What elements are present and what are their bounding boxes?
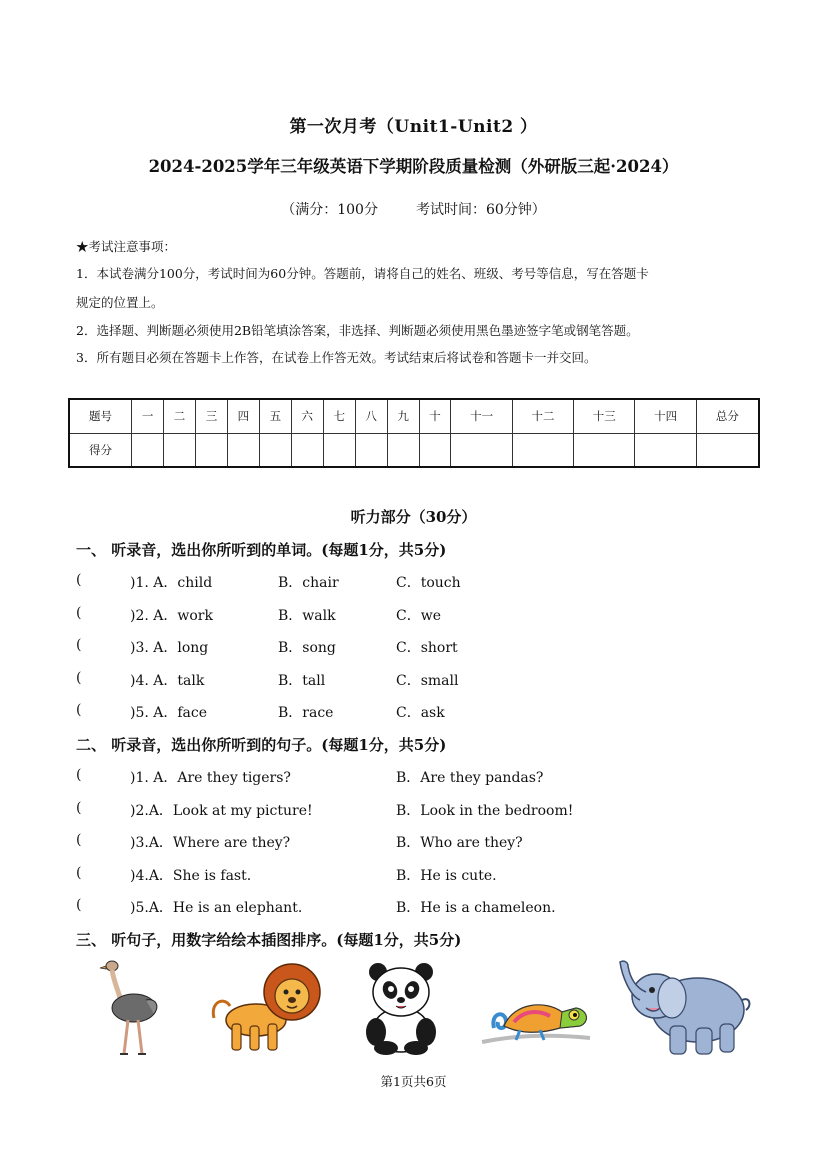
notice-item-1-cont: 规定的位置上。: [76, 295, 164, 310]
option-a: )3. A．long: [130, 640, 209, 656]
notice-heading: ★考试注意事项：: [76, 239, 177, 254]
option-b: B．race: [278, 705, 334, 721]
q1-heading: 一、 听录音，选出你所听到的单词。(每题1分，共5分): [76, 541, 447, 559]
option-a: )2. A．work: [130, 608, 213, 624]
full-score: （满分：100分: [281, 202, 378, 218]
score-cell[interactable]: [355, 433, 387, 467]
table-cell: 六: [291, 399, 323, 433]
score-cell[interactable]: [227, 433, 259, 467]
notice-item-1: 1．本试卷满分100分，考试时间为60分钟。答题前，请将自己的姓名、班级、考号等信息，写在答题卡: [76, 266, 649, 281]
option-b: B．Are they pandas?: [396, 770, 544, 786]
answer-paren[interactable]: (: [76, 702, 82, 718]
exam-title: 第一次月考（Unit1-Unit2 ）: [289, 117, 538, 137]
score-cell[interactable]: [574, 433, 635, 467]
answer-paren[interactable]: (: [76, 832, 82, 848]
score-table-score-row: [69, 433, 759, 467]
score-cell[interactable]: [164, 433, 196, 467]
q2-heading: 二、 听录音，选出你所听到的句子。(每题1分，共5分): [76, 736, 447, 754]
table-cell: 一: [132, 399, 164, 433]
option-a: )1. A．child: [130, 575, 213, 591]
q2-item-1: [76, 767, 756, 787]
option-a: )2.A．Look at my picture!: [130, 803, 313, 819]
option-b: B．tall: [278, 673, 326, 689]
table-cell: 四: [227, 399, 259, 433]
score-cell[interactable]: [291, 433, 323, 467]
score-table-header-row: [69, 399, 759, 433]
page-footer: 第1页共6页: [380, 1074, 447, 1089]
answer-paren[interactable]: (: [76, 605, 82, 621]
option-b: B．Who are they?: [396, 835, 523, 851]
ostrich-picture: [98, 958, 162, 1058]
table-cell: 十四: [635, 399, 696, 433]
option-c: C．we: [396, 608, 441, 624]
option-a: )4.A．She is fast.: [130, 868, 252, 884]
listening-section-title: 听力部分（30分）: [350, 508, 477, 526]
option-a: )4. A．talk: [130, 673, 205, 689]
option-c: C．ask: [396, 705, 445, 721]
option-c: C．touch: [396, 575, 461, 591]
q1-item-4: [76, 670, 756, 690]
elephant-picture: [612, 956, 754, 1058]
score-cell[interactable]: [451, 433, 512, 467]
table-cell: 三: [195, 399, 227, 433]
score-cell[interactable]: [419, 433, 451, 467]
table-cell: 得分: [69, 433, 132, 467]
exam-time: 考试时间：60分钟）: [415, 202, 546, 218]
answer-paren[interactable]: (: [76, 637, 82, 653]
table-cell: 九: [387, 399, 419, 433]
table-cell: 七: [323, 399, 355, 433]
option-b: B．song: [278, 640, 336, 656]
score-cell[interactable]: [195, 433, 227, 467]
table-cell: 十: [419, 399, 451, 433]
answer-paren[interactable]: (: [76, 897, 82, 913]
lion-picture: [210, 962, 322, 1054]
option-a: )5. A．face: [130, 705, 208, 721]
answer-paren[interactable]: (: [76, 572, 82, 588]
score-cell[interactable]: [323, 433, 355, 467]
notice-item-3: 3．所有题目必须在答题卡上作答，在试卷上作答无效。考试结束后将试卷和答题卡一并交回。: [76, 350, 597, 365]
answer-paren[interactable]: (: [76, 800, 82, 816]
option-b: B．Look in the bedroom!: [396, 803, 574, 819]
option-c: C．short: [396, 640, 458, 656]
table-cell: 十三: [574, 399, 635, 433]
table-cell: 八: [355, 399, 387, 433]
chameleon-picture: [480, 982, 592, 1052]
panda-picture: [356, 960, 446, 1056]
option-c: C．small: [396, 673, 459, 689]
q3-heading: 三、 听句子，用数字给绘本插图排序。(每题1分，共5分): [76, 931, 462, 949]
score-cell[interactable]: [387, 433, 419, 467]
notice-item-2: 2．选择题、判断题必须使用2B铅笔填涂答案，非选择、判断题必须使用黑色墨迹签字笔或钢笔答题。: [76, 323, 639, 338]
score-cell[interactable]: [512, 433, 573, 467]
score-cell[interactable]: [132, 433, 164, 467]
score-table: [68, 398, 760, 468]
option-b: B．He is cute.: [396, 868, 497, 884]
answer-paren[interactable]: (: [76, 865, 82, 881]
answer-paren[interactable]: (: [76, 670, 82, 686]
score-cell[interactable]: [259, 433, 291, 467]
exam-info: [0, 199, 827, 219]
score-cell[interactable]: [635, 433, 696, 467]
table-cell: 五: [259, 399, 291, 433]
q1-item-3: [76, 637, 756, 657]
table-cell: 十一: [451, 399, 512, 433]
table-cell: 总分: [696, 399, 759, 433]
q2-item-4: [76, 865, 756, 885]
option-b: B．chair: [278, 575, 339, 591]
option-b: B．He is a chameleon.: [396, 900, 556, 916]
option-a: )1. A．Are they tigers?: [130, 770, 291, 786]
q1-item-5: [76, 702, 756, 722]
score-cell[interactable]: [696, 433, 759, 467]
option-a: )5.A．He is an elephant.: [130, 900, 303, 916]
q1-item-2: [76, 605, 756, 625]
q1-item-1: [76, 572, 756, 592]
option-b: B．walk: [278, 608, 336, 624]
table-cell: 十二: [512, 399, 573, 433]
table-cell: 题号: [69, 399, 132, 433]
answer-paren[interactable]: (: [76, 767, 82, 783]
q2-item-5: [76, 897, 756, 917]
q2-item-3: [76, 832, 756, 852]
exam-subtitle: 2024-2025学年三年级英语下学期阶段质量检测（外研版三起·2024）: [148, 157, 679, 176]
table-cell: 二: [164, 399, 196, 433]
q2-item-2: [76, 800, 756, 820]
option-a: )3.A．Where are they?: [130, 835, 291, 851]
